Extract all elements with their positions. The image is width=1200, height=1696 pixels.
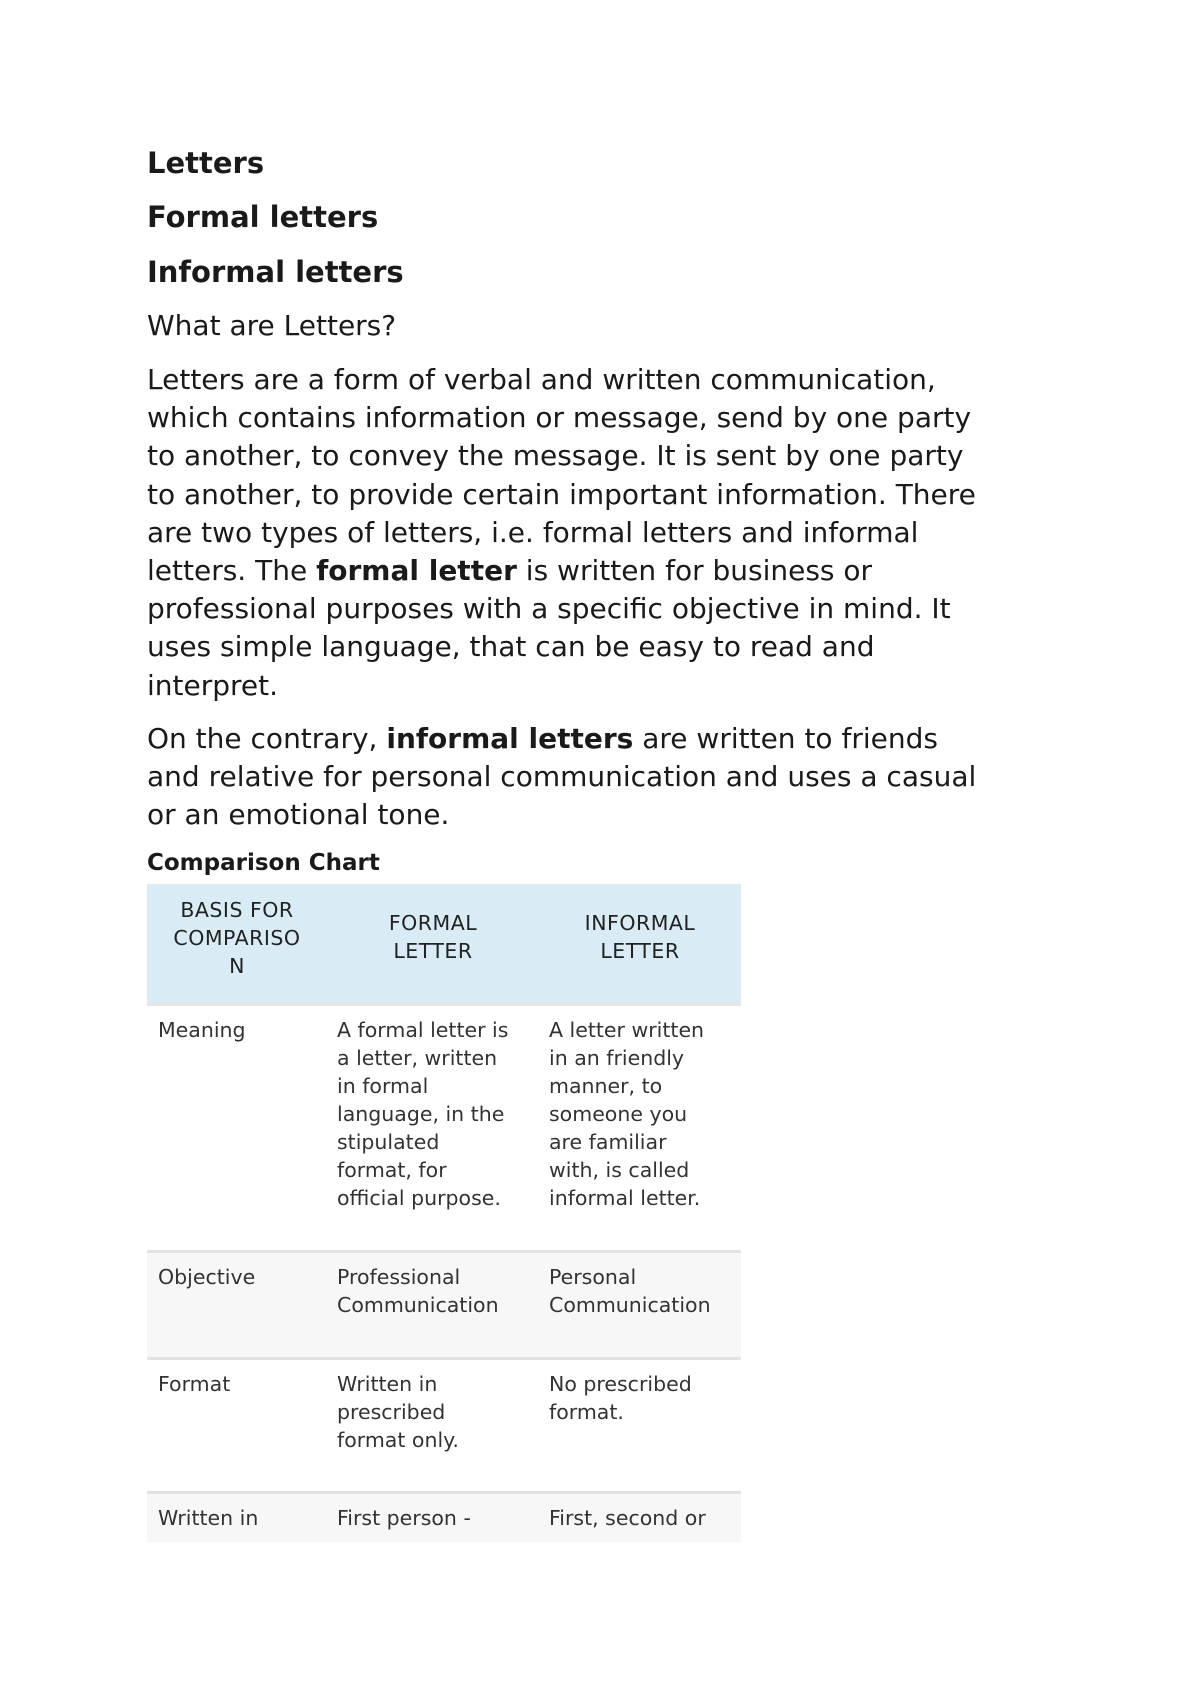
cell-line: Meaning bbox=[158, 1017, 246, 1042]
cell-line: format only. bbox=[337, 1427, 459, 1452]
cell-formal bbox=[327, 1004, 539, 1251]
text-run: letters. The bbox=[147, 554, 317, 588]
text-run: On the contrary, bbox=[147, 722, 387, 755]
cell-informal bbox=[539, 1358, 741, 1492]
cell-line: a letter, written bbox=[337, 1045, 498, 1070]
cell-line: Professional bbox=[337, 1264, 461, 1289]
cell-line: in formal bbox=[337, 1073, 429, 1098]
paragraph-line: to another, to convey the message. It is sent by one party bbox=[147, 439, 964, 473]
cell-formal bbox=[327, 1492, 539, 1542]
header-formal-letter bbox=[327, 884, 539, 1004]
cell-informal bbox=[539, 1492, 741, 1542]
comparison-chart-title: Comparison Chart bbox=[147, 850, 380, 876]
cell-line: prescribed bbox=[337, 1399, 446, 1424]
cell-informal bbox=[539, 1004, 741, 1251]
table-row-objective bbox=[147, 1251, 741, 1358]
header-line: LETTER bbox=[393, 939, 473, 963]
table-row-format bbox=[147, 1358, 741, 1492]
paragraph-definition bbox=[147, 361, 1067, 705]
cell-line: First, second or bbox=[549, 1505, 706, 1530]
header-line: BASIS FOR bbox=[180, 898, 294, 922]
cell-line: Written in bbox=[337, 1371, 438, 1396]
cell-basis bbox=[147, 1004, 327, 1251]
cell-basis bbox=[147, 1492, 327, 1542]
header-line: N bbox=[229, 954, 245, 978]
cell-line: Objective bbox=[158, 1264, 256, 1289]
paragraph-line: uses simple language, that can be easy to read and bbox=[147, 630, 875, 664]
cell-line: format, for bbox=[337, 1157, 447, 1182]
paragraph-line: interpret. bbox=[147, 668, 279, 702]
header-line: FORMAL bbox=[388, 911, 478, 935]
cell-line: language, in the bbox=[337, 1101, 505, 1126]
paragraph-contrary bbox=[147, 720, 1067, 835]
table-header-row bbox=[147, 884, 741, 1004]
heading-informal-letters: Informal letters bbox=[147, 255, 404, 289]
cell-formal bbox=[327, 1358, 539, 1492]
cell-line: First person - bbox=[337, 1505, 471, 1530]
cell-line: are familiar bbox=[549, 1129, 667, 1154]
cell-formal bbox=[327, 1251, 539, 1358]
cell-line: Personal bbox=[549, 1264, 637, 1289]
paragraph-line: which contains information or message, send by one party bbox=[147, 401, 972, 435]
cell-line: someone you bbox=[549, 1101, 688, 1126]
cell-informal bbox=[539, 1251, 741, 1358]
header-line: LETTER bbox=[600, 939, 680, 963]
heading-letters: Letters bbox=[147, 146, 265, 180]
cell-line: A formal letter is bbox=[337, 1017, 509, 1042]
cell-line: Communication bbox=[549, 1292, 711, 1317]
cell-line: Written in bbox=[158, 1505, 259, 1530]
comparison-table bbox=[147, 884, 741, 1542]
paragraph-line bbox=[147, 720, 1067, 758]
cell-line: in an friendly bbox=[549, 1045, 685, 1070]
bold-term-formal-letter: formal letter bbox=[316, 554, 517, 588]
paragraph-line: professional purposes with a specific objective in mind. It bbox=[147, 592, 951, 626]
cell-line: Format bbox=[158, 1371, 231, 1396]
cell-line: stipulated bbox=[337, 1129, 440, 1154]
header-basis-for-comparison bbox=[147, 884, 327, 1004]
paragraph-line: Letters are a form of verbal and written communication, bbox=[147, 363, 936, 396]
cell-line: informal letter. bbox=[549, 1185, 701, 1210]
cell-line: No prescribed bbox=[549, 1371, 692, 1396]
paragraph-line bbox=[147, 552, 1067, 590]
cell-basis bbox=[147, 1358, 327, 1492]
text-run: are written to friends bbox=[633, 722, 938, 755]
header-line: INFORMAL bbox=[584, 911, 696, 935]
paragraph-line: and relative for personal communication and uses a casual bbox=[147, 760, 977, 794]
cell-line: A letter written bbox=[549, 1017, 705, 1042]
paragraph-line: are two types of letters, i.e. formal letters and informal bbox=[147, 515, 919, 549]
table-row-meaning bbox=[147, 1004, 741, 1251]
table-row-written-in bbox=[147, 1492, 741, 1542]
paragraph-line: to another, to provide certain important information. There bbox=[147, 477, 976, 511]
question-what-are-letters: What are Letters? bbox=[147, 309, 397, 342]
header-line: COMPARISO bbox=[173, 926, 301, 950]
heading-formal-letters: Formal letters bbox=[147, 200, 379, 234]
cell-line: format. bbox=[549, 1399, 624, 1424]
cell-basis bbox=[147, 1251, 327, 1358]
cell-line: Communication bbox=[337, 1292, 499, 1317]
header-informal-letter bbox=[539, 884, 741, 1004]
text-run: is written for business or bbox=[516, 554, 873, 588]
cell-line: official purpose. bbox=[337, 1185, 501, 1210]
paragraph-line: or an emotional tone. bbox=[147, 798, 450, 832]
cell-line: with, is called bbox=[549, 1157, 690, 1182]
cell-line: manner, to bbox=[549, 1073, 663, 1098]
bold-term-informal-letters: informal letters bbox=[386, 722, 634, 755]
